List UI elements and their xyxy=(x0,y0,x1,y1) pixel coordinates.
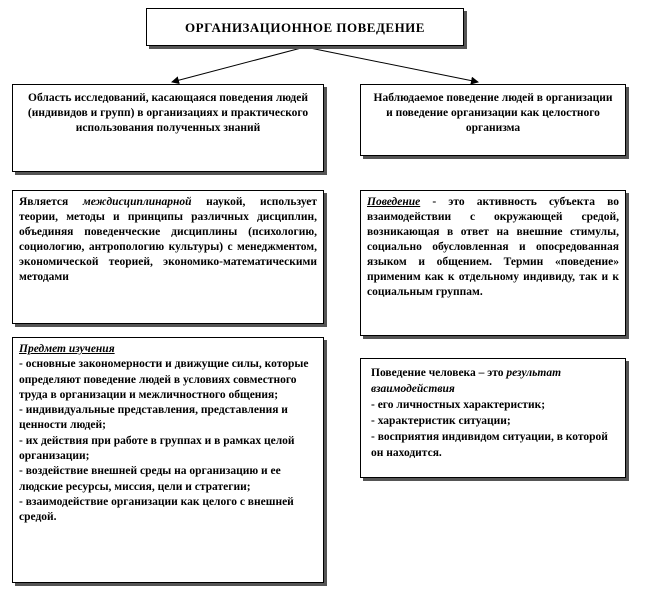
title-box xyxy=(146,8,464,46)
title-text: ОРГАНИЗАЦИОННОЕ ПОВЕДЕНИЕ xyxy=(185,19,425,35)
left-top-box xyxy=(12,84,324,172)
behavior-lead: Поведение человека – это xyxy=(371,367,507,379)
left-mid-emphasis: междисциплинарной xyxy=(82,196,192,208)
subject-item: - основные закономерности и движущие силы, которые определяют поведение людей в условиях совместного труда в организации и межличностного общения; xyxy=(19,358,309,401)
right-mid-box xyxy=(360,190,626,336)
right-top-text: Наблюдаемое поведение людей в организации и поведение организации как целостного организма xyxy=(373,92,613,134)
behavior-item: - его личностных характеристик; xyxy=(371,399,546,411)
left-mid-rest: наукой, использует теории, методы и принципы различных дисциплин, объединяя поведенческие дисциплины (психологию, социологию, антропологию культуры) с менеджментом, экономической теорией, экономико-математическими методами xyxy=(19,196,317,283)
right-mid-term: Поведение xyxy=(367,196,421,208)
subject-item: - их действия при работе в группах и в рамках целой организации; xyxy=(19,434,295,463)
subject-item: - индивидуальные представления, представления и ценности людей; xyxy=(19,404,288,432)
subject-heading: Предмет изучения xyxy=(19,343,115,355)
left-top-text: Область исследований, касающаяся поведения людей (индивидов и групп) в организациях и практического использования полученных знаний xyxy=(27,92,309,134)
right-bottom-box xyxy=(360,358,626,478)
arrow-to-left-box xyxy=(172,47,305,82)
arrow-to-right-box xyxy=(305,47,478,82)
behavior-item: - характеристик ситуации; xyxy=(371,415,511,427)
subject-item: - воздействие внешней среды на организацию и ее людские ресурсы, миссия, цели и стратегии; xyxy=(19,465,281,493)
subject-item: - взаимодействие организации как целого с внешней средой. xyxy=(19,495,294,524)
left-mid-box xyxy=(12,190,324,324)
right-mid-definition: - это активность субъекта во взаимодействии с окружающей средой, возникающая в ответ на внешние стимулы, социально обусловленная и опосредованная языком и общением. Термин «поведение» применим как к отдельному индивиду, так и к социальным группам. xyxy=(367,196,619,298)
left-mid-prefix: Является xyxy=(19,196,83,208)
behavior-item: - восприятия индивидом ситуации, в которой он находится. xyxy=(371,431,608,459)
behavior-emphasis: результат взаимодействия xyxy=(371,367,562,395)
left-bottom-box xyxy=(12,337,324,583)
right-top-box xyxy=(360,84,626,156)
